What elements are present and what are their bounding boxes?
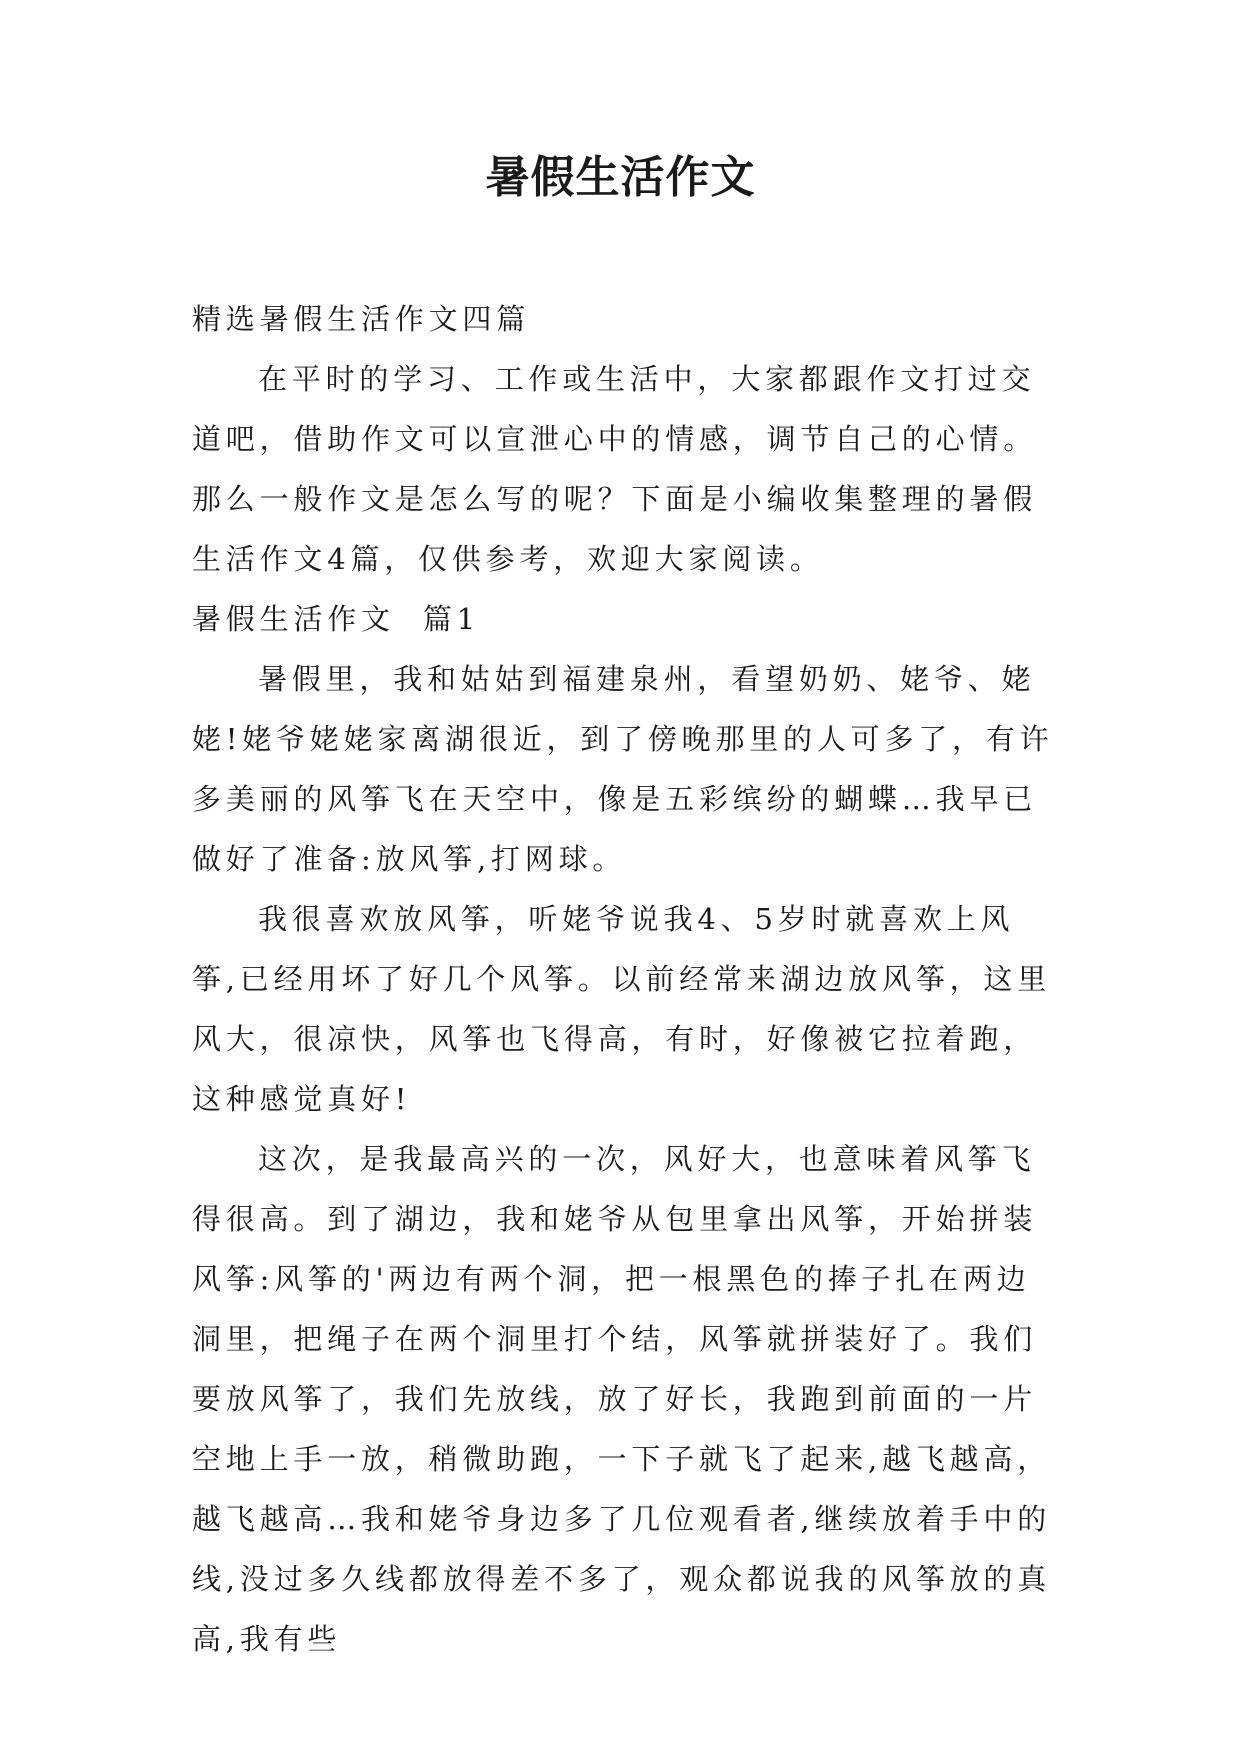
body-paragraph-2: 我很喜欢放风筝，听姥爷说我4、5岁时就喜欢上风筝,已经用坏了好几个风筝。以前经常来湖边放风筝，这里风大，很凉快，风筝也飞得高，有时，好像被它拉着跑，这种感觉真好! (192, 902, 1052, 1116)
intro-paragraph: 在平时的学习、工作或生活中，大家都跟作文打过交道吧，借助作文可以宣泄心中的情感，调节自己的心情。那么一般作文是怎么写的呢？下面是小编收集整理的暑假生活作文4篇，仅供参考，欢迎大家阅读。 (192, 362, 1038, 576)
section-heading: 暑假生活作文 篇1 (192, 602, 480, 636)
document-subtitle: 精选暑假生活作文四篇 (192, 302, 531, 336)
body-paragraph-3: 这次，是我最高兴的一次，风好大，也意味着风筝飞得很高。到了湖边，我和姥爷从包里拿出风筝，开始拼装风筝:风筝的'两边有两个洞，把一根黑色的捧子扎在两边洞里，把绳子在两个洞里打个结，风筝就拼装好了。我们要放风筝了，我们先放线，放了好长，我跑到前面的一片空地上手一放，稍微助跑，一下子就飞了起来,越飞越高，越飞越高…我和姥爷身边多了几位观看者,继续放着手中的线,没过多久线都放得差不多了，观众都说我的风筝放的真高,我有些 (192, 1142, 1052, 1656)
document-title: 暑假生活作文 (485, 152, 756, 203)
body-paragraph-1: 暑假里，我和姑姑到福建泉州，看望奶奶、姥爷、姥姥!姥爷姥姥家离湖很近，到了傍晚那里的人可多了，有许多美丽的风筝飞在天空中，像是五彩缤纷的蝴蝶…我早已做好了准备:放风筝,打网球。 (192, 662, 1054, 876)
document-body (192, 289, 1058, 1669)
